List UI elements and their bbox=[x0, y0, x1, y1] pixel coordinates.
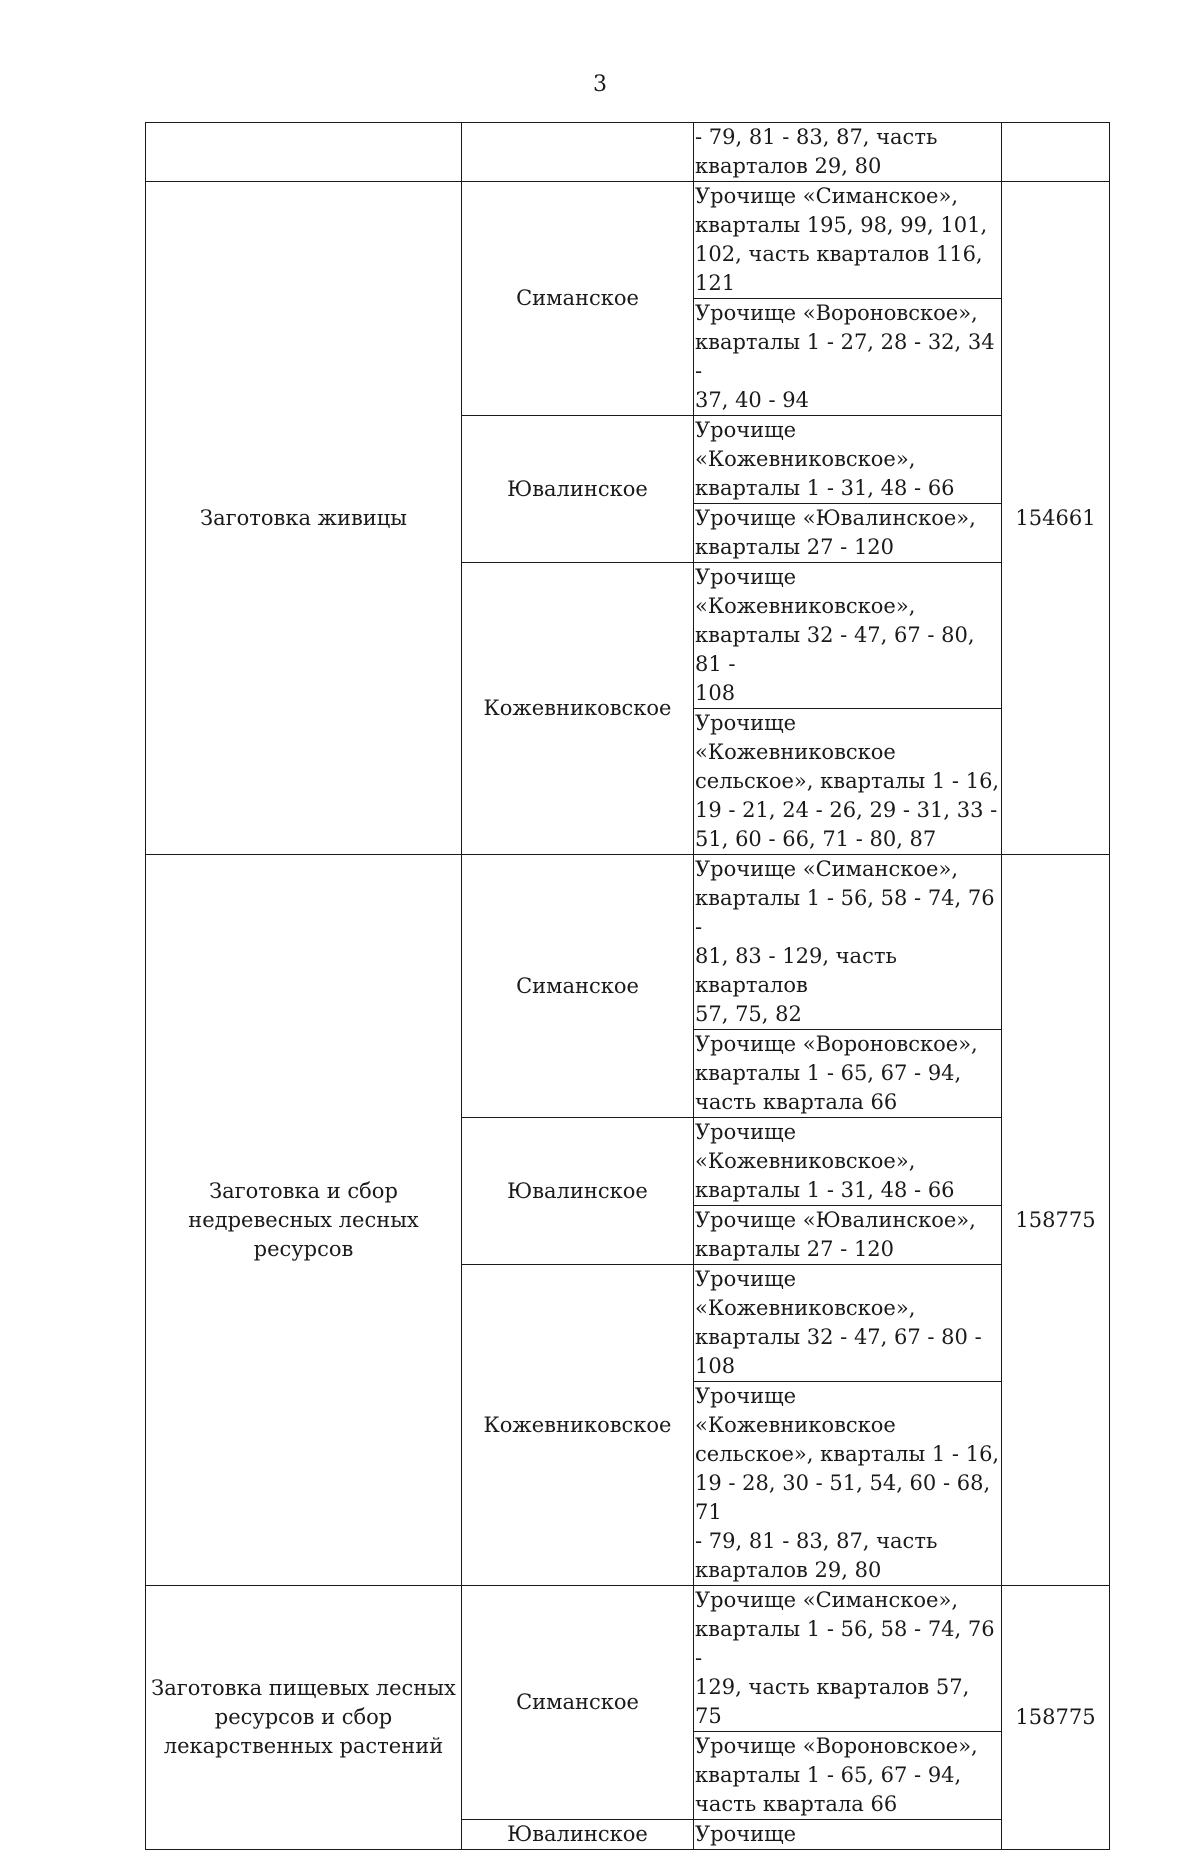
location-text: Урочище «Симанское», кварталы 1 - 56, 58 - 74, 76 - 129, часть кварталов 57, 75 bbox=[695, 1588, 995, 1728]
location-cell bbox=[694, 855, 1002, 1030]
forestry-cell bbox=[462, 416, 694, 563]
location-text: Урочище «Кожевниковское», кварталы 1 - 31, 48 - 66 bbox=[695, 418, 955, 500]
location-text: Урочище «Кожевниковское сельское», кварталы 1 - 16, 19 - 21, 24 - 26, 29 - 31, 33 - 51, 60 - 66, 71 - 80, 87 bbox=[695, 711, 1000, 851]
location-cell bbox=[694, 123, 1002, 182]
table-row bbox=[146, 182, 1110, 299]
location-cell bbox=[694, 299, 1002, 416]
forestry-cell bbox=[462, 123, 694, 182]
activity-cell bbox=[146, 855, 462, 1586]
location-cell bbox=[694, 1382, 1002, 1586]
location-cell bbox=[694, 1732, 1002, 1820]
volume-cell bbox=[1002, 123, 1110, 182]
location-text: Урочище «Ювалинское», кварталы 27 - 120 bbox=[695, 1208, 976, 1261]
location-cell bbox=[694, 1586, 1002, 1732]
forestry-cell bbox=[462, 182, 694, 416]
forestry-name: Ювалинское bbox=[507, 1822, 648, 1846]
location-text: Урочище «Кожевниковское», кварталы 1 - 31, 48 - 66 bbox=[695, 1120, 955, 1202]
location-text: Урочище «Симанское», кварталы 195, 98, 99, 101, 102, часть кварталов 116, 121 bbox=[695, 184, 988, 295]
page-number: 3 bbox=[593, 72, 607, 97]
activity-name: Заготовка пищевых лесных ресурсов и сбор лекарственных растений bbox=[151, 1676, 456, 1758]
location-cell bbox=[694, 1118, 1002, 1206]
forestry-cell bbox=[462, 563, 694, 855]
location-text: Урочище «Вороновское», кварталы 1 - 27, 28 - 32, 34 - 37, 40 - 94 bbox=[695, 301, 995, 412]
volume-value: 158775 bbox=[1015, 1207, 1096, 1232]
forestry-name: Ювалинское bbox=[507, 1178, 648, 1203]
location-cell bbox=[694, 1206, 1002, 1265]
table-row bbox=[146, 1586, 1110, 1732]
volume-value: 158775 bbox=[1015, 1705, 1096, 1729]
table-row bbox=[146, 855, 1110, 1030]
location-text: Урочище «Ювалинское», кварталы 27 - 120 bbox=[695, 506, 976, 559]
forestry-cell bbox=[462, 1265, 694, 1586]
forestry-name: Кожевниковское bbox=[483, 696, 672, 720]
volume-cell bbox=[1002, 182, 1110, 855]
forest-use-table bbox=[145, 122, 1110, 1850]
location-text: Урочище «Кожевниковское», кварталы 32 - 47, 67 - 80, 81 - 108 bbox=[695, 565, 975, 705]
activity-cell bbox=[146, 1586, 462, 1850]
forestry-name: Симанское bbox=[516, 286, 639, 310]
activity-cell bbox=[146, 182, 462, 855]
location-text: Урочище bbox=[695, 1822, 797, 1846]
location-cell bbox=[694, 1030, 1002, 1118]
forestry-cell bbox=[462, 1820, 694, 1850]
activity-name: Заготовка и сбор недревесных лесных ресурсов bbox=[188, 1178, 419, 1261]
location-cell bbox=[694, 182, 1002, 299]
location-cell bbox=[694, 1265, 1002, 1382]
location-text: Урочище «Кожевниковское сельское», кварталы 1 - 16, 19 - 28, 30 - 51, 54, 60 - 68, 71 - 79, 81 - 83, 87, часть кварталов 29, 80 bbox=[695, 1384, 1000, 1582]
forestry-name: Симанское bbox=[516, 973, 639, 998]
volume-value: 154661 bbox=[1015, 505, 1096, 530]
volume-cell bbox=[1002, 1586, 1110, 1850]
volume-cell bbox=[1002, 855, 1110, 1586]
forestry-name: Симанское bbox=[516, 1690, 639, 1714]
location-text: - 79, 81 - 83, 87, часть кварталов 29, 80 bbox=[695, 125, 938, 178]
forestry-name: Кожевниковское bbox=[483, 1412, 672, 1437]
table-row bbox=[146, 123, 1110, 182]
location-cell bbox=[694, 416, 1002, 504]
forestry-cell bbox=[462, 1118, 694, 1265]
location-text: Урочище «Вороновское», кварталы 1 - 65, 67 - 94, часть квартала 66 bbox=[695, 1032, 978, 1114]
location-text: Урочище «Кожевниковское», кварталы 32 - 47, 67 - 80 - 108 bbox=[695, 1267, 982, 1378]
activity-name: Заготовка живицы bbox=[199, 505, 407, 530]
location-cell bbox=[694, 709, 1002, 855]
forestry-cell bbox=[462, 855, 694, 1118]
location-cell bbox=[694, 504, 1002, 563]
activity-cell bbox=[146, 123, 462, 182]
forestry-name: Ювалинское bbox=[507, 476, 648, 501]
location-cell bbox=[694, 1820, 1002, 1850]
location-text: Урочище «Вороновское», кварталы 1 - 65, 67 - 94, часть квартала 66 bbox=[695, 1734, 978, 1816]
location-text: Урочище «Симанское», кварталы 1 - 56, 58 - 74, 76 - 81, 83 - 129, часть кварталов 57, 75, 82 bbox=[695, 857, 995, 1026]
location-cell bbox=[694, 563, 1002, 709]
forestry-cell bbox=[462, 1586, 694, 1820]
